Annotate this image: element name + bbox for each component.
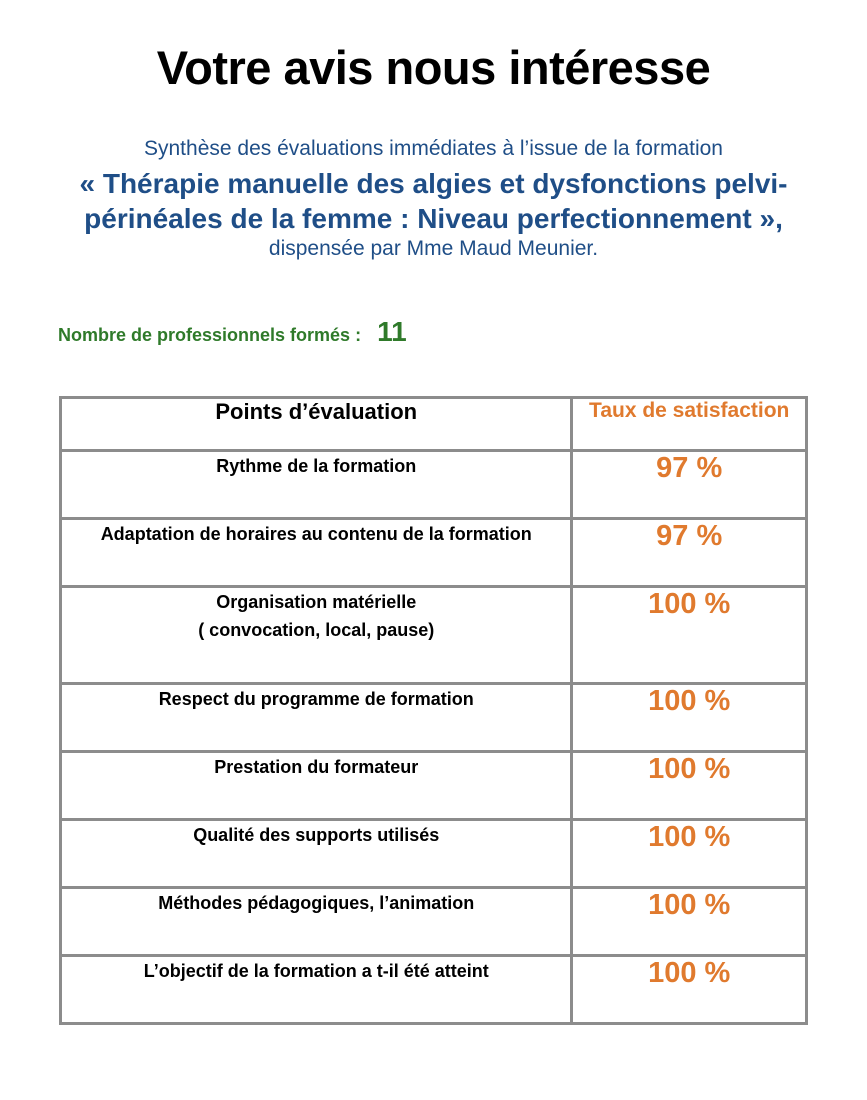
row-label-text: Prestation du formateur	[214, 757, 419, 777]
table-row	[61, 956, 807, 1024]
row-value: 97 %	[572, 451, 807, 519]
row-label-text: Respect du programme de formation	[158, 689, 474, 709]
row-label	[61, 684, 572, 752]
evaluation-table	[59, 396, 808, 1025]
table-row	[61, 519, 807, 587]
row-label	[61, 519, 572, 587]
row-label-text: L’objectif de la formation a t-il été atteint	[143, 961, 489, 981]
row-label	[61, 888, 572, 956]
table-row	[61, 752, 807, 820]
row-label-text: Rythme de la formation	[216, 456, 417, 476]
trained-count-value: 11	[377, 316, 407, 347]
subtitle-intro: Synthèse des évaluations immédiates à l’issue de la formation	[144, 137, 723, 160]
row-value: 100 %	[572, 587, 807, 684]
row-value: 100 %	[572, 820, 807, 888]
row-label	[61, 752, 572, 820]
row-label-subtext: ( convocation, local, pause)	[198, 620, 435, 640]
table-header-row	[61, 398, 807, 451]
table-row	[61, 888, 807, 956]
row-value: 100 %	[572, 956, 807, 1024]
course-title-line-1: « Thérapie manuelle des algies et dysfonctions pelvi-	[79, 168, 788, 199]
row-label-text: Méthodes pédagogiques, l’animation	[158, 893, 475, 913]
table-row	[61, 684, 807, 752]
row-label-text: Qualité des supports utilisés	[193, 825, 440, 845]
table-row	[61, 820, 807, 888]
row-value: 100 %	[572, 684, 807, 752]
trainer-line: dispensée par Mme Maud Meunier.	[268, 237, 599, 260]
trained-count-label: Nombre de professionnels formés :	[58, 325, 362, 345]
trained-count	[58, 316, 407, 348]
row-value: 100 %	[572, 888, 807, 956]
page-title: Votre avis nous intéresse	[156, 41, 711, 94]
header-points: Points d’évaluation	[61, 398, 572, 451]
row-value: 97 %	[572, 519, 807, 587]
header-satisfaction: Taux de satisfaction	[572, 398, 807, 451]
table-row	[61, 451, 807, 519]
row-value: 100 %	[572, 752, 807, 820]
row-label	[61, 956, 572, 1024]
table-row	[61, 587, 807, 684]
row-label-text: Adaptation de horaires au contenu de la formation	[100, 524, 532, 544]
row-label	[61, 451, 572, 519]
row-label-text: Organisation matérielle	[216, 592, 417, 612]
row-label	[61, 820, 572, 888]
row-label	[61, 587, 572, 684]
subtitle-block	[0, 136, 867, 262]
course-title-line-2: périnéales de la femme : Niveau perfectionnement »,	[84, 203, 783, 234]
